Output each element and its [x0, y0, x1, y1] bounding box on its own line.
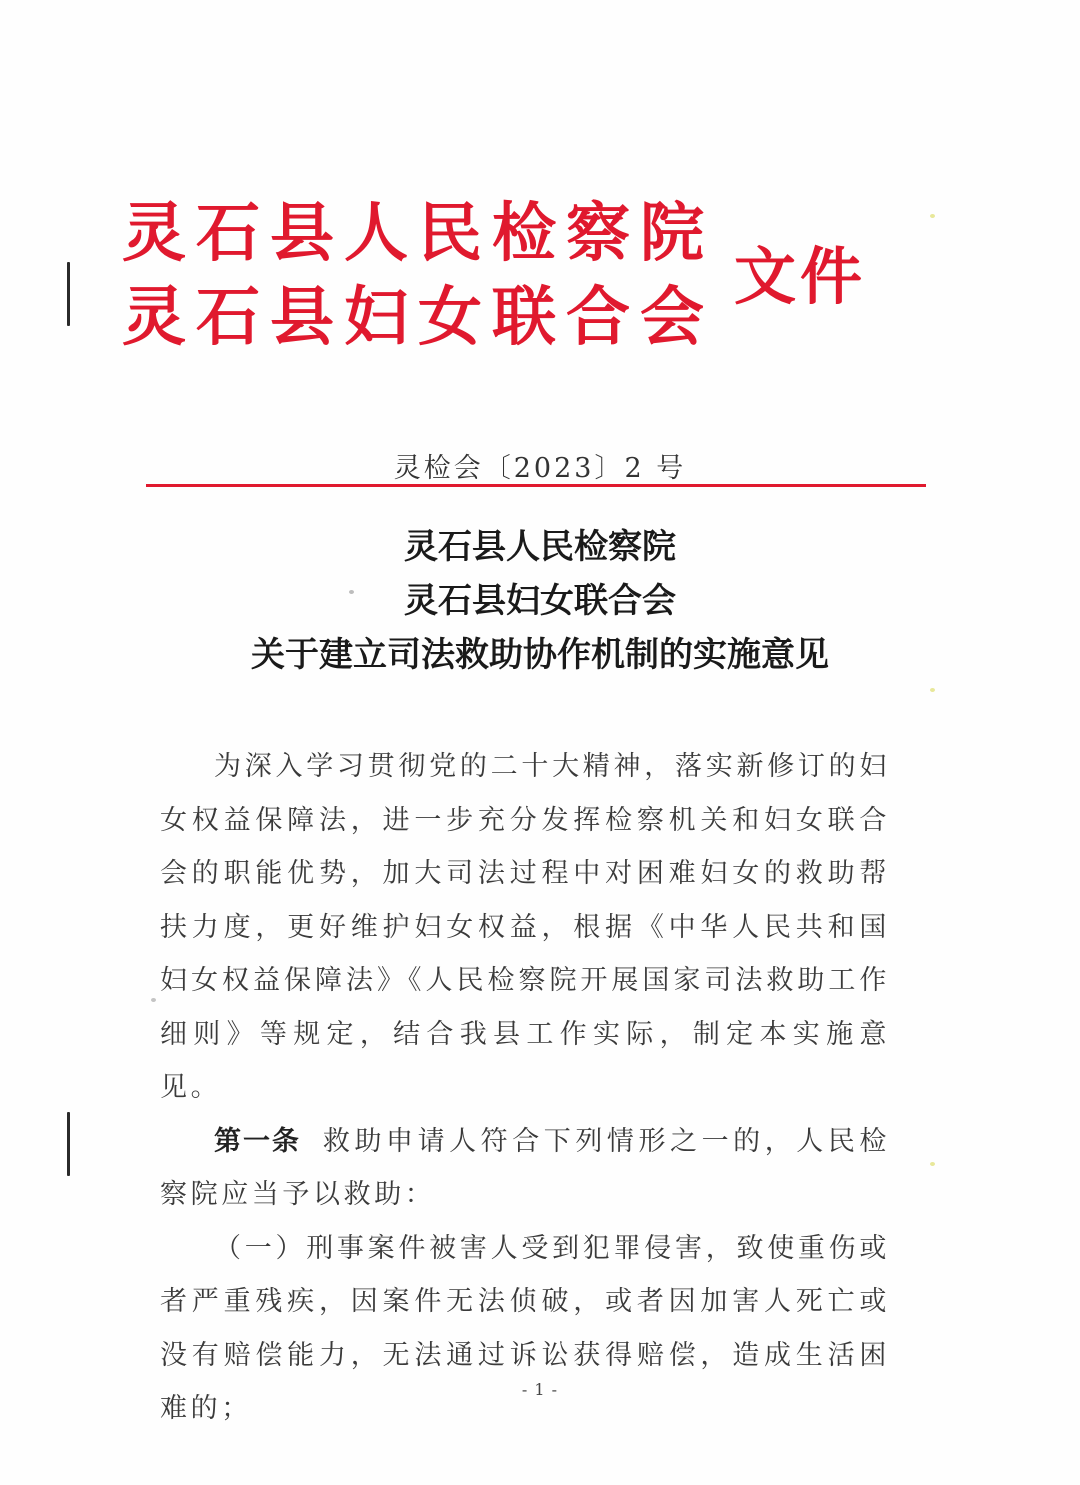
scan-artifact-dot [151, 998, 156, 1002]
title-line-2: 灵石县妇女联合会 [404, 581, 676, 621]
scan-artifact-mark [67, 262, 70, 326]
title-line-1: 灵石县人民检察院 [404, 527, 676, 567]
scan-artifact-dot [930, 688, 935, 692]
article-1-item-1: （一）刑事案件被害人受到犯罪侵害，致使重伤或者严重残疾，因案件无法侦破，或者因加害人死亡或没有赔偿能力，无法通过诉讼获得赔偿，造成生活困难的； [160, 1232, 890, 1424]
article-1-paragraph [160, 1115, 890, 1222]
article-1-text: 救助申请人符合下列情形之一的，人民检察院应当予以救助： [160, 1125, 890, 1210]
document-title [0, 520, 1080, 682]
letterhead-issuer-procuratorate: 灵石县人民检察院 [122, 197, 714, 271]
article-1-label: 第一条 [214, 1125, 301, 1157]
page-number: - 1 - [521, 1380, 559, 1399]
letterhead [122, 196, 902, 366]
intro-paragraph: 为深入学习贯彻党的二十大精神，落实新修订的妇女权益保障法，进一步充分发挥检察机关和妇女联合会的职能优势，加大司法过程中对困难妇女的救助帮扶力度，更好维护妇女权益，根据《中华人民共和国妇女权益保障法》《人民检察院开展国家司法救助工作细则》等规定，结合我县工作实际，制定本实施意见。 [160, 751, 890, 1103]
document-number: 灵检会〔2023〕2 号 [393, 453, 687, 484]
document-body [160, 740, 890, 1436]
scan-artifact-mark [67, 1112, 70, 1176]
letterhead-issuer-womens-federation: 灵石县妇女联合会 [122, 281, 714, 355]
red-divider-line [146, 484, 926, 487]
letterhead-doc-type: 文件 [734, 240, 867, 313]
scan-artifact-dot [930, 214, 935, 218]
title-line-3: 关于建立司法救助协作机制的实施意见 [251, 635, 829, 675]
scan-artifact-dot [930, 1162, 935, 1166]
